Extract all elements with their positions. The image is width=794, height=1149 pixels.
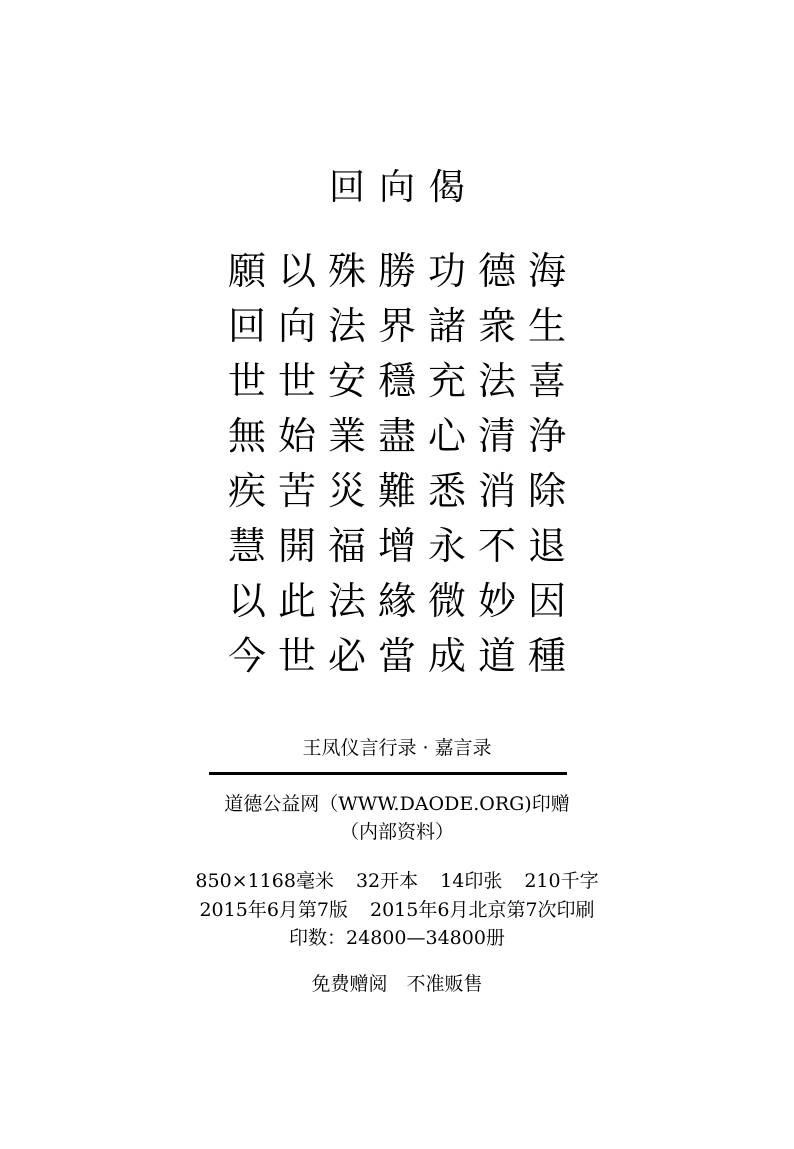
edition-version: 2015年6月第7版 xyxy=(199,899,348,921)
verse-line: 世世安穩充法喜 xyxy=(227,359,578,403)
divider-rule xyxy=(209,772,567,775)
publisher-line: 道德公益网（WWW.DAODE.ORG)印赠 xyxy=(224,793,570,815)
verse-line: 願以殊勝功德海 xyxy=(227,249,578,293)
verse-line: 疾苦災難悉消除 xyxy=(227,469,578,513)
verse-body xyxy=(0,244,794,684)
spec-format: 850×1168毫米 xyxy=(195,870,334,892)
verse-line: 慧開福增永不退 xyxy=(227,524,578,568)
verse-line: 回向法界諸衆生 xyxy=(227,304,578,348)
spec-words: 210千字 xyxy=(524,870,599,892)
internal-note: （内部资料） xyxy=(339,821,454,843)
verse-title: 回向偈 xyxy=(328,167,479,208)
specs-line xyxy=(0,869,794,893)
edition-line xyxy=(0,898,794,922)
verse-line: 無始業盡心清浄 xyxy=(227,414,578,458)
spec-sheets: 14印张 xyxy=(440,870,503,892)
verse-line: 以此法緣微妙因 xyxy=(227,579,578,623)
free-distribution-note: 免费赠阅 不准贩售 xyxy=(311,973,483,995)
edition-printing: 2015年6月北京第7次印刷 xyxy=(370,899,595,921)
print-run: 印数：24800—34800册 xyxy=(289,927,505,949)
verse-line: 今世必當成道種 xyxy=(227,634,578,678)
book-title: 王凤仪言行录 · 嘉言录 xyxy=(302,737,492,759)
spec-size: 32开本 xyxy=(355,870,419,892)
